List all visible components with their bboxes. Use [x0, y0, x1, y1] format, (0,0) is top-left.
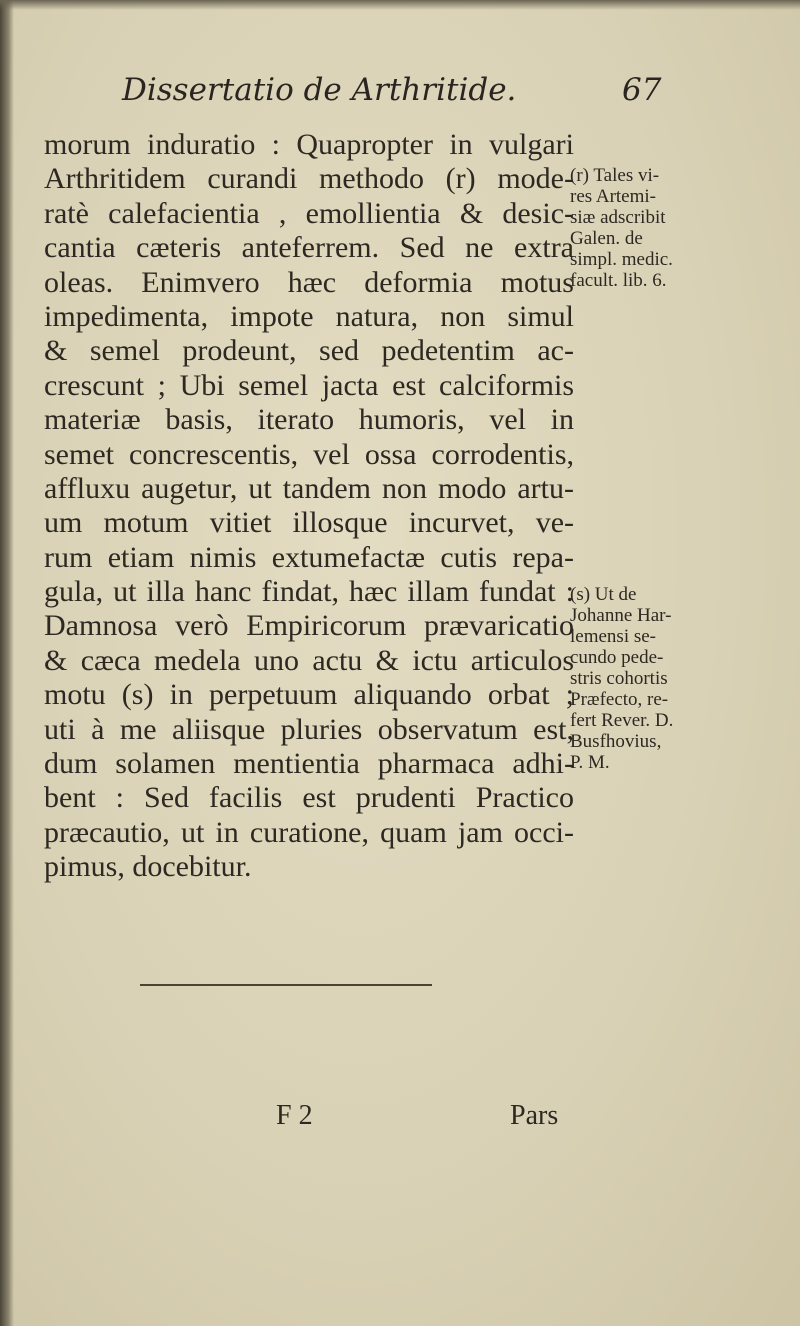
note-line: (s) Ut de	[570, 584, 637, 605]
text-line: cantia cæteris anteferrem. Sed ne extra	[44, 231, 574, 265]
top-edge-shadow	[0, 0, 800, 10]
text-line: materiæ basis, iterato humoris, vel in	[44, 403, 574, 437]
note-line: cundo pede-	[570, 647, 664, 668]
text-line: præcautio, ut in curatione, quam jam occi-	[44, 815, 574, 849]
text-line: & semel prodeunt, sed pedetentim ac-	[44, 334, 574, 368]
note-line: Busfhovius,	[570, 731, 662, 752]
catchword: Pars	[510, 1100, 559, 1131]
signature-mark: F 2	[276, 1100, 313, 1131]
text-line-last: pimus, docebitur.	[44, 850, 252, 884]
text-line: morum induratio : Quapropter in vulgari	[44, 128, 574, 161]
text-line: semet concrescentis, vel ossa corrodentis,	[44, 437, 574, 471]
text-line: & cæca medela uno actu & ictu articulos	[44, 643, 574, 677]
note-line: stris cohortis	[570, 668, 668, 689]
page-number: 67	[622, 72, 662, 108]
text-line: uti à me aliisque pluries observatum est,	[44, 712, 574, 746]
note-line: Præfecto, re-	[570, 689, 669, 710]
text-line: Arthritidem curandi methodo (r) mode-	[44, 162, 574, 196]
text-line: bent : Sed facilis est prudenti Practico	[44, 781, 574, 815]
text-line: gula, ut illa hanc findat, hæc illam fundat :	[44, 575, 574, 609]
text-line: dum solamen mentientia pharmaca adhi-	[44, 747, 574, 781]
text-line: impedimenta, impote natura, non simul	[44, 299, 574, 333]
note-line: (r) Tales vi-	[570, 165, 660, 186]
book-spine-shadow	[0, 0, 14, 1326]
note-line: Johanne Har-	[570, 605, 672, 626]
note-line: res Artemi-	[570, 186, 657, 207]
note-line: Galen. de	[570, 228, 643, 249]
note-line: fert Rever. D.	[570, 710, 674, 731]
note-line: siæ adscribit	[570, 207, 666, 228]
running-title: Dissertatio de Arthritide.	[122, 72, 517, 108]
text-line: affluxu augetur, ut tandem non modo artu-	[44, 471, 574, 505]
text-line: ratè calefacientia , emollientia & desic-	[44, 196, 574, 230]
note-line: facult. lib. 6.	[570, 270, 667, 291]
text-line: oleas. Enimvero hæc deformia motus	[44, 265, 574, 299]
margin-note-r	[570, 165, 740, 291]
note-line: lemensi se-	[570, 626, 657, 647]
text-line: Damnosa verò Empiricorum prævaricatio	[44, 609, 574, 643]
note-line: P. M.	[570, 752, 610, 773]
text-line: rum etiam nimis extumefactæ cutis repa-	[44, 540, 574, 574]
main-text-block	[44, 128, 574, 885]
margin-note-s	[570, 584, 740, 773]
note-line: simpl. medic.	[570, 249, 673, 270]
horizontal-rule	[140, 984, 432, 986]
page-header	[122, 72, 682, 122]
text-line: um motum vitiet illosque incurvet, ve-	[44, 506, 574, 540]
text-line: motu (s) in perpetuum aliquando orbat ;	[44, 678, 574, 712]
text-line: crescunt ; Ubi semel jacta est calciformis	[44, 368, 574, 402]
